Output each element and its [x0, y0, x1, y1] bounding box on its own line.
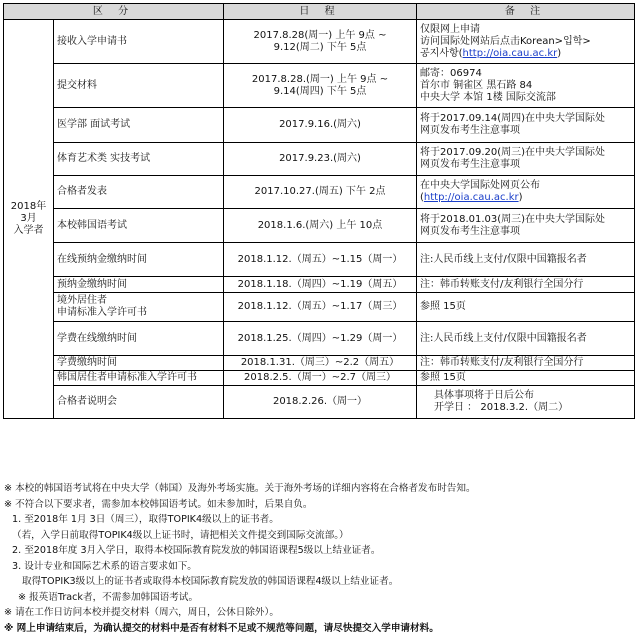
- note-line: 中央大学 本馆 1楼 国际交流部: [420, 92, 631, 104]
- note-cell: 参照 15页: [417, 293, 635, 322]
- date-cell: 2018.2.5.（周一）~2.7（周三）: [224, 371, 417, 386]
- item-cell: 合格者说明会: [54, 386, 224, 419]
- date-cell: 2018.1.25.（周四）~1.29（周一）: [224, 322, 417, 356]
- note-line: 仅限网上申请: [420, 24, 631, 36]
- note-cell: [417, 209, 635, 243]
- date-cell: 2017.10.27.(周五) 下午 2点: [224, 176, 417, 209]
- note-cell: 参照 15页: [417, 371, 635, 386]
- item-cell: 医学部 面试考试: [54, 108, 224, 143]
- date-cell: 2018.1.12.（周五）~1.15（周一）: [224, 243, 417, 277]
- table-row: [4, 386, 635, 419]
- note-line: 网页发布考生注意事项: [420, 125, 631, 137]
- note-cell: 注:人民币线上支付/仅限中国籍报名者: [417, 322, 635, 356]
- date-cell: 2018.1.12.（周五）~1.17（周三）: [224, 293, 417, 322]
- note-text: 공지사항(: [420, 48, 463, 59]
- footnote-item: 3. 设计专业和国际艺术系的语言要求如下。: [4, 559, 636, 575]
- date-cell: 2017.9.16.(周六): [224, 108, 417, 143]
- table-row: [4, 243, 635, 277]
- item-cell: 合格者发表: [54, 176, 224, 209]
- footnotes: [4, 481, 636, 636]
- item-cell: 提交材料: [54, 64, 224, 108]
- note-cell: [417, 176, 635, 209]
- note-line: 具体事项将于日后公布: [420, 390, 631, 402]
- item-cell: 体育艺术类 实技考试: [54, 143, 224, 176]
- note-line: 网页发布考生注意事项: [420, 226, 631, 238]
- header-category: 区 分: [4, 4, 224, 20]
- item-cell: 韩国居住者申请标准入学许可书: [54, 371, 224, 386]
- date-line: 2017.8.28.(周一) 上午 9点 ~: [227, 74, 413, 86]
- item-cell: 在线预纳金缴纳时间: [54, 243, 224, 277]
- table-row: [4, 293, 635, 322]
- item-cell: 本校韩国语考试: [54, 209, 224, 243]
- note-line: 在中央大学国际处网页公布: [420, 180, 631, 192]
- note-cell: [417, 143, 635, 176]
- date-cell: 2018.1.6.(周六) 上午 10点: [224, 209, 417, 243]
- table-header-row: [4, 4, 635, 20]
- footnote-item: 1. 至2018年 1月 3日（周三），取得TOPIK4级以上的证书者。: [4, 512, 636, 528]
- table-row: [4, 277, 635, 293]
- note-cell: [417, 64, 635, 108]
- note-cell: 注：韩币转账支付/友利银行全国分行: [417, 356, 635, 371]
- table-row: [4, 108, 635, 143]
- date-cell: 2018.1.18.（周四）~1.19（周五）: [224, 277, 417, 293]
- note-line: 将于2017.09.14(周四)在中央大学国际处: [420, 113, 631, 125]
- header-remarks: 备 注: [417, 4, 635, 20]
- intake-month: 3月: [7, 213, 50, 225]
- date-line: 9.14(周四) 下午 5点: [227, 86, 413, 98]
- note-text: ): [519, 192, 523, 203]
- date-cell: 2018.2.26.（周一）: [224, 386, 417, 419]
- item-cell: 预纳金缴纳时间: [54, 277, 224, 293]
- date-line: 2017.8.28(周一) 上午 9点 ~: [227, 30, 413, 42]
- item-cell: [54, 293, 224, 322]
- date-cell: 2017.9.23.(周六): [224, 143, 417, 176]
- oia-website-link[interactable]: http://oia.cau.ac.kr: [463, 48, 558, 59]
- item-line: 申请标准入学许可书: [57, 307, 220, 319]
- note-cell: [417, 386, 635, 419]
- item-cell: 学费缴纳时间: [54, 356, 224, 371]
- note-cell: 注:人民币线上支付/仅限中国籍报名者: [417, 243, 635, 277]
- date-cell: 2018.1.31.（周三）~2.2（周五）: [224, 356, 417, 371]
- note-line: 邮寄：06974: [420, 68, 631, 80]
- footnote-item: 2. 至2018年度 3月入学日，取得本校国际教育院发放的韩国语课程5级以上结业证者。: [4, 543, 636, 559]
- footnote: ※ 网上申请结束后，为确认提交的材料中是否有材料不足或不规范等问题，请尽快提交入学申请材料。: [4, 621, 636, 636]
- note-line: 访问国际处网站后点击Korean>입학>: [420, 36, 631, 48]
- note-line: [420, 48, 631, 60]
- table-row: [4, 322, 635, 356]
- footnote-item: （若，入学日前取得TOPIK4级以上证书时，请把相关文件提交到国际交流部。）: [4, 528, 636, 544]
- table-row: [4, 176, 635, 209]
- date-cell: [224, 20, 417, 64]
- footnote: ※ 不符合以下要求者，需参加本校韩国语考试。如未参加时，后果自负。: [4, 497, 636, 513]
- table-row: [4, 20, 635, 64]
- item-cell: 接收入学申请书: [54, 20, 224, 64]
- date-line: 9.12(周二) 下午 5点: [227, 42, 413, 54]
- table-row: [4, 356, 635, 371]
- table-row: [4, 209, 635, 243]
- intake-year: 2018年: [7, 201, 50, 213]
- item-line: 境外居住者: [57, 295, 220, 307]
- note-line: 将于2018.01.03(周三)在中央大学国际处: [420, 214, 631, 226]
- date-cell: [224, 64, 417, 108]
- intake-group-cell: [4, 20, 54, 419]
- note-line: 首尔市 铜雀区 黑石路 84: [420, 80, 631, 92]
- header-schedule: 日 程: [224, 4, 417, 20]
- footnote: ※ 本校的韩国语考试将在中央大学（韩国）及海外考场实施。关于海外考场的详细内容将在合格者发布时告知。: [4, 481, 636, 497]
- item-cell: 学费在线缴纳时间: [54, 322, 224, 356]
- note-text: (: [420, 192, 424, 203]
- note-text: ): [557, 48, 561, 59]
- footnote: ※ 请在工作日访问本校并提交材料（周六，周日，公休日除外）。: [4, 605, 636, 621]
- intake-label: 入学者: [7, 225, 50, 237]
- table-row: [4, 64, 635, 108]
- note-cell: 注：韩币转账支付/友利银行全国分行: [417, 277, 635, 293]
- note-line: 网页发布考生注意事项: [420, 159, 631, 171]
- schedule-table: [3, 3, 635, 419]
- note-cell: [417, 108, 635, 143]
- footnote-item: ※ 报英语Track者，不需参加韩国语考试。: [4, 590, 636, 606]
- oia-website-link[interactable]: http://oia.cau.ac.kr: [424, 192, 519, 203]
- table-row: [4, 143, 635, 176]
- table-row: [4, 371, 635, 386]
- note-line: [420, 192, 631, 204]
- note-line: 开学日 ： 2018.3.2.（周二）: [420, 402, 631, 414]
- note-cell: [417, 20, 635, 64]
- footnote-item: 取得TOPIK3级以上的证书者或取得本校国际教育院发放的韩国语课程4级以上结业证者。: [4, 574, 636, 590]
- note-line: 将于2017.09.20(周三)在中央大学国际处: [420, 147, 631, 159]
